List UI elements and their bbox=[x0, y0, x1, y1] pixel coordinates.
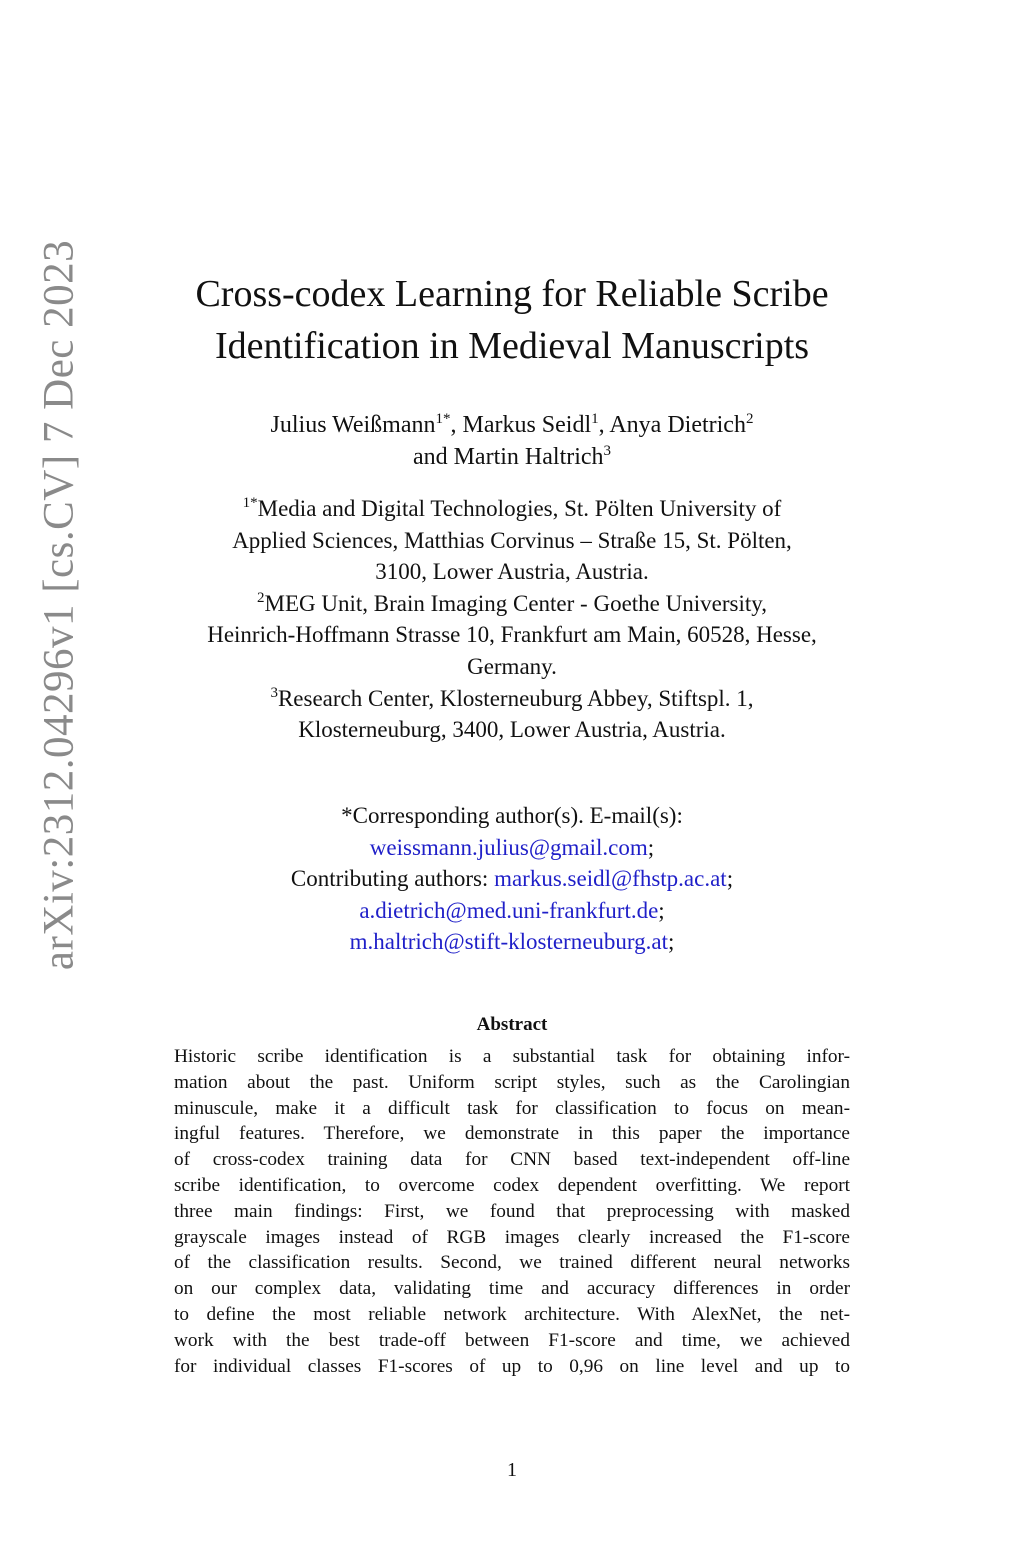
author-affiliation-mark: 1* bbox=[435, 411, 451, 427]
abstract-line: ingful features. Therefore, we demonstrate in this paper the importance bbox=[174, 1123, 850, 1145]
author-separator: , bbox=[450, 412, 463, 438]
title-line-1: Cross-codex Learning for Reliable Scribe bbox=[195, 273, 829, 315]
abstract-body bbox=[174, 1044, 850, 1379]
correspondence-block bbox=[0, 800, 1024, 958]
affiliation-1-line-2: Applied Sciences, Matthias Corvinus – Straße 15, St. Pölten, bbox=[232, 527, 792, 553]
affiliation-text: Research Center, Klosterneuburg Abbey, Stiftspl. 1, bbox=[277, 685, 754, 711]
affiliations bbox=[0, 493, 1024, 746]
abstract-line: Historic scribe identification is a substantial task for obtaining infor- bbox=[174, 1046, 850, 1067]
affiliation-1-line-3: 3100, Lower Austria, Austria. bbox=[375, 559, 649, 585]
author-name: Anya Dietrich bbox=[609, 412, 746, 438]
corresponding-email-line bbox=[0, 832, 1024, 864]
paper-title bbox=[0, 268, 1024, 372]
author-name: Markus Seidl bbox=[462, 412, 592, 438]
email-separator: ; bbox=[668, 929, 675, 955]
affiliation-text: Media and Digital Technologies, St. Pölten University of bbox=[257, 496, 782, 521]
affiliation-text: MEG Unit, Brain Imaging Center - Goethe University, bbox=[264, 590, 767, 616]
author-name: Martin Haltrich bbox=[453, 444, 604, 470]
author-name: Julius Weißmann bbox=[270, 412, 436, 438]
email-separator: ; bbox=[658, 897, 665, 923]
author-conjunction: and bbox=[412, 444, 454, 470]
affiliation-2-line-1 bbox=[0, 588, 1024, 620]
author-line-2 bbox=[0, 441, 1024, 473]
affiliation-2-line-2: Heinrich-Hoffmann Strasse 10, Frankfurt am Main, 60528, Hesse, bbox=[207, 622, 817, 648]
affiliation-1-line-1 bbox=[0, 493, 1024, 525]
email-line-dietrich bbox=[0, 895, 1024, 927]
abstract-line: of cross-codex training data for CNN based text-independent off-line bbox=[174, 1149, 850, 1171]
affiliation-mark: 1* bbox=[242, 495, 258, 511]
email-link-dietrich[interactable]: a.dietrich@med.uni-frankfurt.de bbox=[359, 897, 659, 923]
affiliation-3-line-1 bbox=[0, 683, 1024, 715]
author-affiliation-mark: 1 bbox=[591, 411, 599, 427]
abstract-line: for individual classes F1-scores of up to 0,96 on line level and up to bbox=[174, 1355, 850, 1377]
email-line-haltrich bbox=[0, 926, 1024, 958]
affiliation-mark: 3 bbox=[270, 684, 278, 701]
abstract-line: scribe identification, to overcome codex dependent overfitting. We report bbox=[174, 1174, 850, 1196]
page-number: 1 bbox=[507, 1459, 517, 1481]
abstract-line: three main findings: First, we found that preprocessing with masked bbox=[174, 1200, 850, 1222]
abstract-line: on our complex data, validating time and accuracy differences in order bbox=[174, 1278, 850, 1300]
author-affiliation-mark: 3 bbox=[603, 443, 612, 459]
contributing-label: Contributing authors: bbox=[290, 866, 495, 892]
abstract-line: minuscule, make it a difficult task for classification to focus on mean- bbox=[174, 1097, 850, 1119]
email-separator: ; bbox=[647, 834, 655, 860]
author-line-1 bbox=[0, 409, 1024, 441]
email-link-weissmann[interactable]: weissmann.julius@gmail.com bbox=[369, 834, 648, 860]
email-separator: ; bbox=[726, 866, 734, 892]
contributing-authors-line bbox=[0, 863, 1024, 895]
abstract-heading: Abstract bbox=[476, 1014, 548, 1035]
title-line-2: Identification in Medieval Manuscripts bbox=[214, 325, 810, 367]
email-link-haltrich[interactable]: m.haltrich@stift-klosterneuburg.at bbox=[349, 929, 668, 955]
arxiv-identifier-stamp: arXiv:2312.04296v1 [cs.CV] 7 Dec 2023 bbox=[35, 239, 83, 971]
author-affiliation-mark: 2 bbox=[745, 411, 754, 427]
email-link-seidl[interactable]: markus.seidl@fhstp.ac.at bbox=[494, 866, 727, 892]
corresponding-label: *Corresponding author(s). E-mail(s): bbox=[341, 803, 683, 828]
affiliation-2-line-3: Germany. bbox=[467, 653, 557, 679]
affiliation-mark: 2 bbox=[257, 589, 265, 606]
abstract-line: work with the best trade-off between F1-score and time, we achieved bbox=[174, 1329, 850, 1351]
author-list bbox=[0, 409, 1024, 473]
abstract-line: to define the most reliable network architecture. With AlexNet, the net- bbox=[174, 1303, 850, 1325]
affiliation-3-line-2: Klosterneuburg, 3400, Lower Austria, Austria. bbox=[298, 717, 726, 743]
abstract-line: mation about the past. Uniform script styles, such as the Carolingian bbox=[174, 1071, 850, 1093]
author-separator: , bbox=[598, 412, 610, 438]
abstract-line: of the classification results. Second, we trained different neural networks bbox=[174, 1252, 850, 1274]
abstract-line: grayscale images instead of RGB images clearly increased the F1-score bbox=[174, 1226, 850, 1248]
